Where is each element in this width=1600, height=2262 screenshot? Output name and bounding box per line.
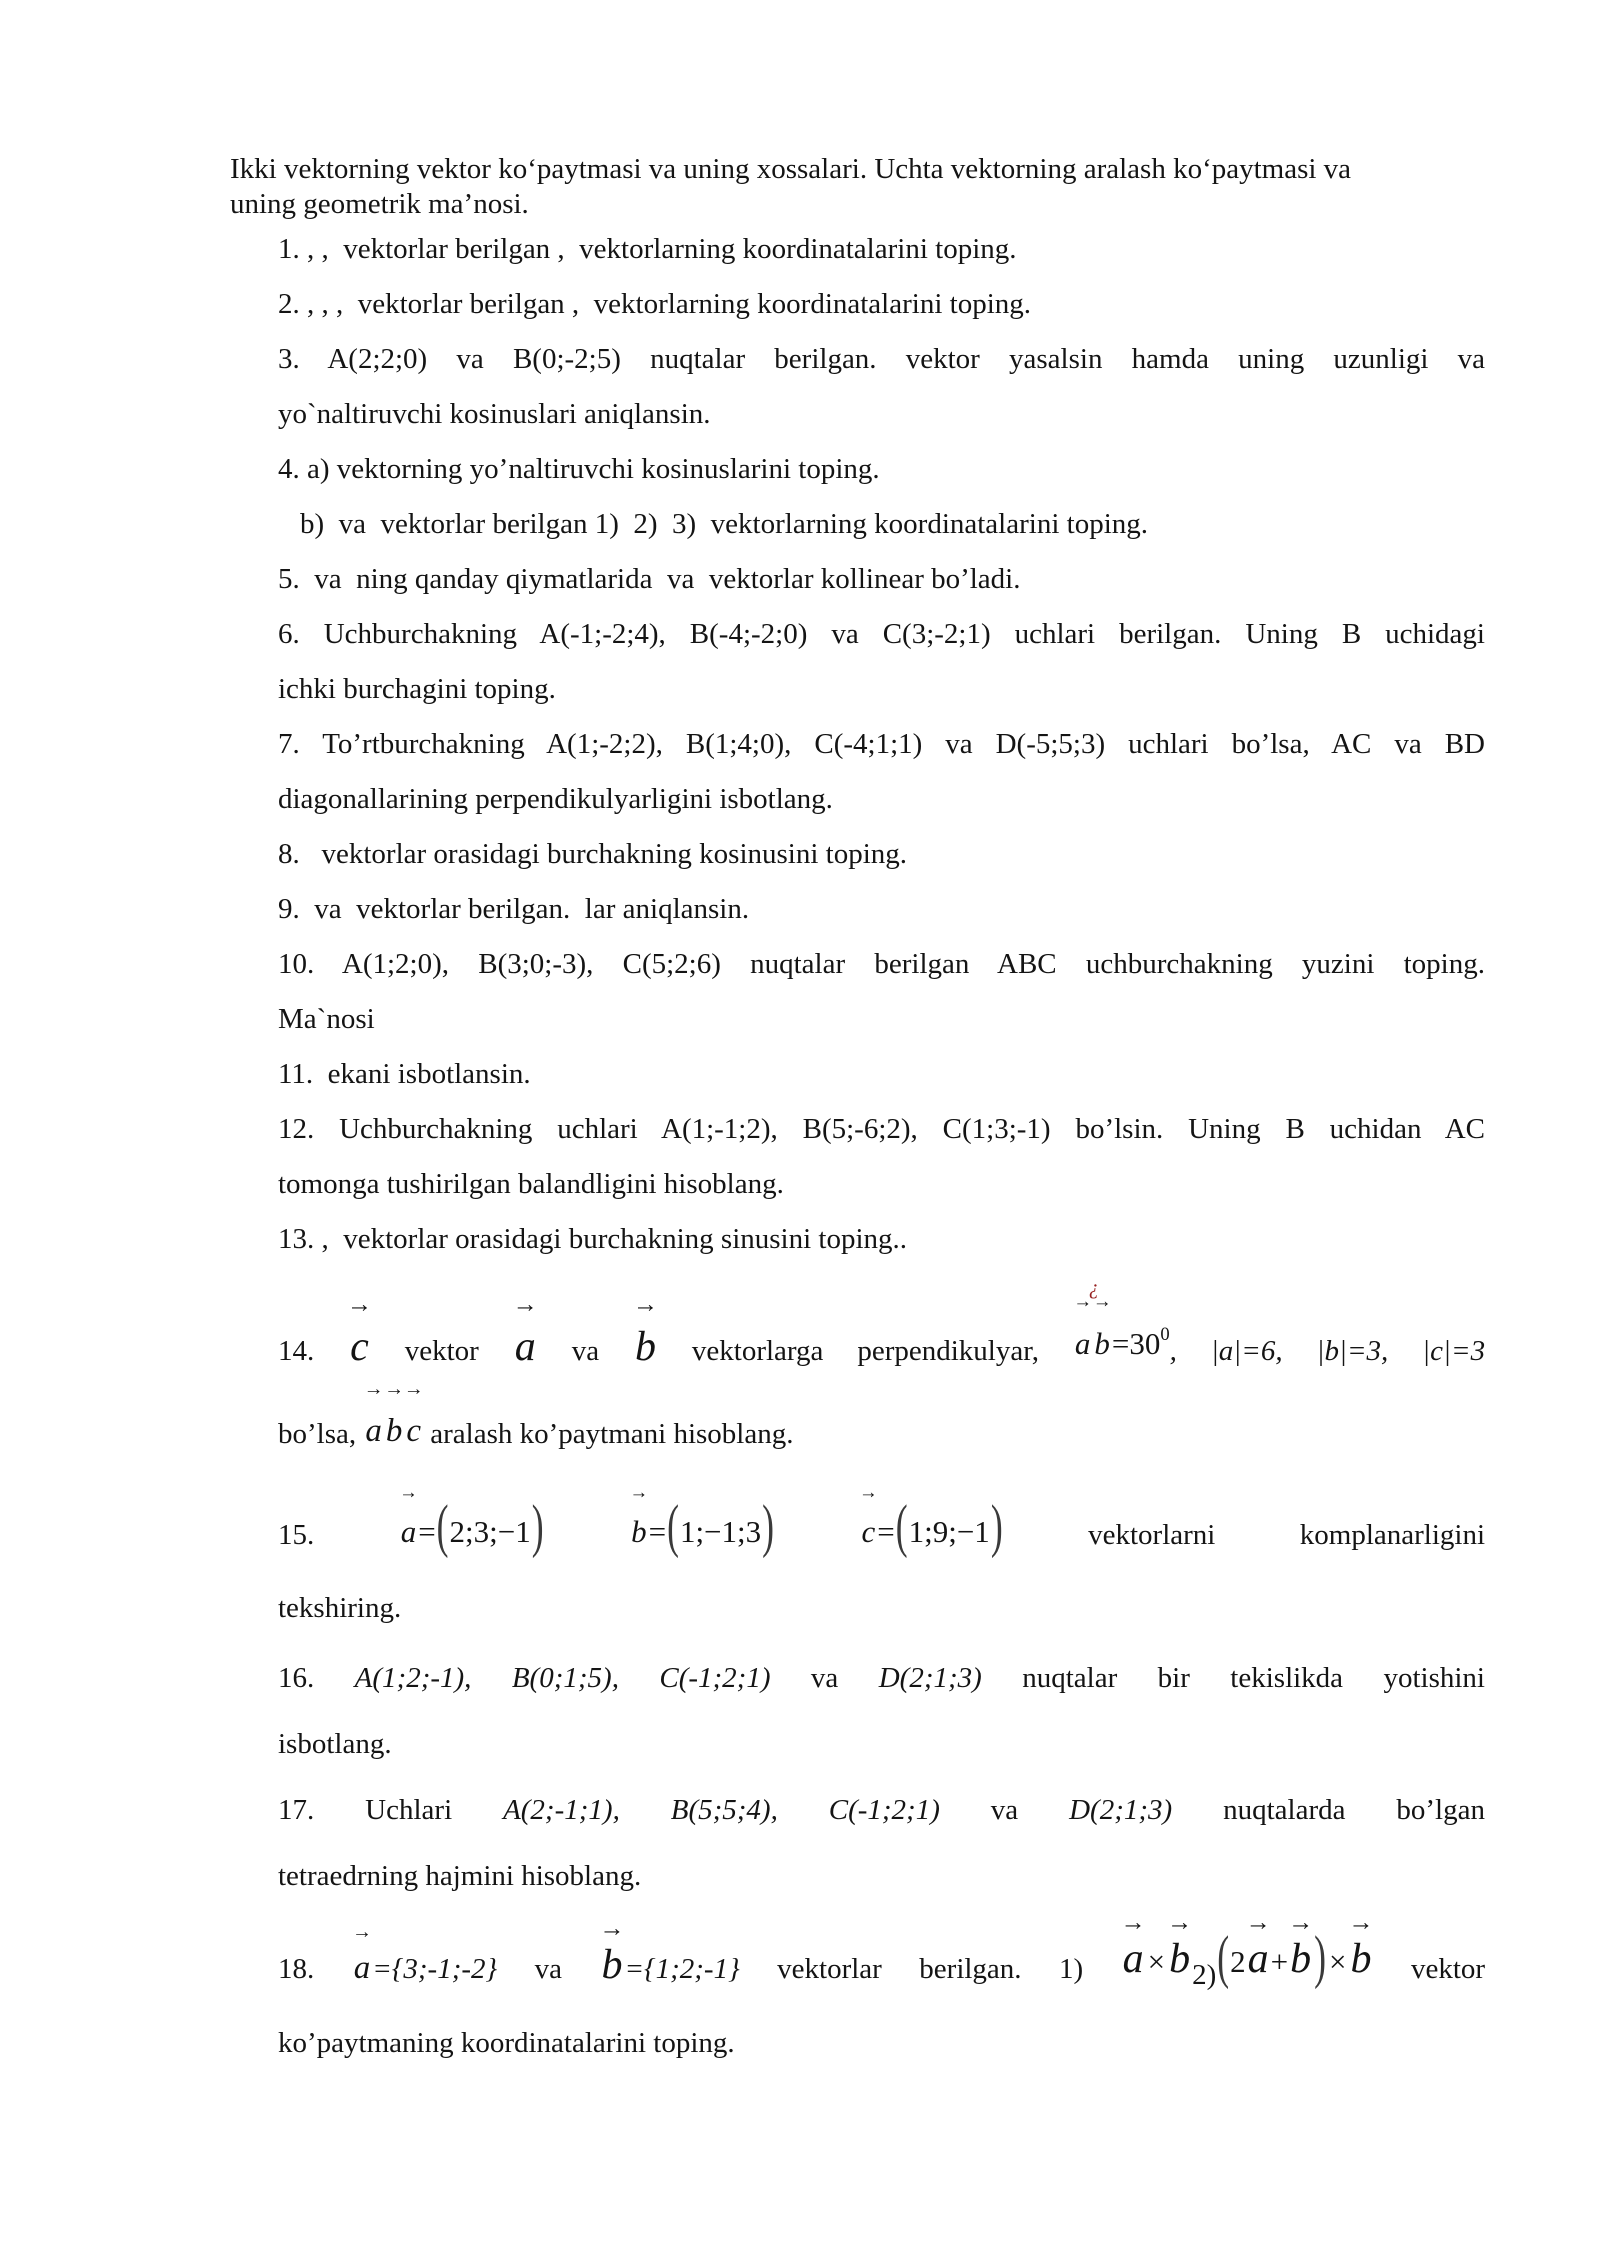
problem-6 xyxy=(278,607,1485,717)
vector-arrow-icon: → xyxy=(1167,1909,1193,1937)
problem-15 xyxy=(278,1482,1486,1645)
problem-17-line-1 xyxy=(278,1777,1485,1843)
equals-sign: = xyxy=(648,1514,667,1549)
problem-text: vektorlar berilgan. 1) xyxy=(777,1953,1084,1985)
vector-arrow-icon: → xyxy=(403,1377,424,1400)
problem-4b xyxy=(278,497,1485,552)
problem-number: 15. xyxy=(278,1519,315,1551)
enumerator-2: 2) xyxy=(1192,1959,1217,1991)
problem-text: 5. va ning qanday qiymatlarida va vektorlar kollinear bo’ladi. xyxy=(278,563,1021,595)
problem-text: aralash ko’paytmani hisoblang. xyxy=(430,1418,794,1450)
problem-text: 2. , , , vektorlar berilgan , vektorlarning koordinatalarini toping. xyxy=(278,288,1031,320)
problem-17-line-2: tetraedrning hajmini hisoblang. xyxy=(278,1860,642,1892)
coords: 1;−1;3 xyxy=(679,1514,762,1549)
formula-2a-plus-b-cross-b xyxy=(1216,1909,1374,1996)
problem-text: 10. A(1;2;0), B(3;0;-3), C(5;2;6) nuqtalar berilgan ABC uchburchakning yuzini toping. xyxy=(278,948,1485,980)
problem-15-line-1 xyxy=(278,1482,1486,1572)
vector-arrow-icon: → xyxy=(384,1377,405,1400)
equals-30: =30 xyxy=(1111,1326,1161,1361)
vector-arrow-icon: → xyxy=(352,1920,372,1943)
vector-arrow-icon: → xyxy=(363,1377,384,1400)
vector-b: → b xyxy=(1348,1909,1374,1982)
formula-ab-angle-30 xyxy=(1073,1277,1170,1384)
problem-text: va xyxy=(990,1794,1019,1826)
vector-b: → b xyxy=(599,1915,625,1988)
big-paren: ) xyxy=(531,1492,544,1559)
problem-14-line-1 xyxy=(278,1277,1486,1391)
problem-12 xyxy=(278,1102,1485,1212)
vector-arrow-icon: → xyxy=(632,1291,659,1319)
problem-text: va xyxy=(571,1335,600,1367)
big-paren: ( xyxy=(895,1492,908,1559)
vector-b: → b xyxy=(384,1377,405,1449)
big-paren: ) xyxy=(990,1492,1003,1559)
vector-arrow-icon: → xyxy=(1092,1291,1112,1313)
vector-arrow-icon: → xyxy=(1245,1909,1271,1937)
vector-arrow-icon: → xyxy=(1120,1909,1146,1937)
document-title xyxy=(230,152,1500,222)
coords: 2;3;−1 xyxy=(449,1514,531,1549)
problem-7 xyxy=(278,717,1485,827)
problem-15-line-2: tekshiring. xyxy=(278,1592,402,1624)
vector-a: → a xyxy=(363,1377,384,1449)
formula-vector-a xyxy=(399,1482,545,1568)
vector-a: → a xyxy=(1120,1909,1146,1982)
big-paren: ( xyxy=(1217,1923,1230,1990)
plus-sign: + xyxy=(1270,1944,1289,1979)
problem-number: 18. xyxy=(278,1953,315,1985)
problem-text: vektorlarni komplanarligini xyxy=(1088,1519,1486,1551)
vector-c: → c xyxy=(346,1291,373,1370)
vector-arrow-icon: → xyxy=(346,1291,373,1319)
vector-a: → a xyxy=(399,1482,418,1549)
problem-text: 12. Uchburchakning uchlari A(1;-1;2), B(5;-6;2), C(1;3;-1) bo’lsin. Uning B uchidan AC xyxy=(278,1113,1485,1145)
problem-number: 17. xyxy=(278,1794,315,1826)
coords: 1;9;−1 xyxy=(908,1514,990,1549)
problem-text: bo’lsa, xyxy=(278,1418,357,1450)
equals-sign: = xyxy=(418,1514,436,1549)
big-paren: ) xyxy=(762,1492,775,1559)
vector-arrow-icon: → xyxy=(1348,1909,1374,1937)
problem-number: 16. xyxy=(278,1662,315,1694)
problem-text: vektor xyxy=(404,1335,479,1367)
points-italic: D(2;1;3) xyxy=(1069,1794,1173,1826)
vector-a: → a xyxy=(1073,1291,1092,1361)
formula-abc-mixed-product xyxy=(363,1377,424,1471)
problem-9 xyxy=(278,882,1485,937)
vector-c: → c xyxy=(403,1377,424,1449)
problem-16-line-2: isbotlang. xyxy=(278,1728,392,1760)
vector-a: → a xyxy=(352,1920,372,1986)
problem-text: 13. , vektorlar orasidagi burchakning sinusini toping.. xyxy=(278,1223,908,1255)
problem-text: 6. Uchburchakning A(-1;-2;4), B(-4;-2;0) va C(3;-2;1) uchlari berilgan. Uning B uchidagi xyxy=(278,618,1485,650)
vector-a: → a xyxy=(1245,1909,1271,1982)
title-line: Ikki vektorning vektor ko‘paytmasi va uning xossalari. Uchta vektorning aralash ko‘paytmasi va xyxy=(230,153,1352,185)
coefficient: 2 xyxy=(1230,1944,1246,1979)
vector-b: → b xyxy=(632,1291,659,1370)
problem-13 xyxy=(278,1212,1485,1267)
vector-b: → b xyxy=(1167,1909,1193,1982)
big-paren: ( xyxy=(436,1492,449,1559)
vector-arrow-icon: → xyxy=(629,1482,649,1504)
problem-text: 7. To’rtburchakning A(1;-2;2), B(1;4;0), C(-4;1;1) va D(-5;5;3) uchlari bo’lsa, AC va BD xyxy=(278,728,1485,760)
superscript-zero: 0 xyxy=(1160,1324,1170,1345)
problem-18 xyxy=(278,1909,1486,2077)
problem-16-line-1 xyxy=(278,1645,1485,1711)
vector-b: → b xyxy=(629,1482,649,1549)
vector-a: → a xyxy=(512,1291,538,1370)
title-line: uning geometrik ma’nosi. xyxy=(230,188,529,220)
problem-4a xyxy=(278,442,1485,497)
points-italic: A(2;-1;1), B(5;5;4), C(-1;2;1) xyxy=(503,1794,940,1826)
problem-text: 11. ekani isbotlansin. xyxy=(278,1058,531,1090)
coords-italic: ={1;2;-1} xyxy=(624,1953,740,1985)
problem-number: 14. xyxy=(278,1335,315,1367)
problem-text: 4. a) vektorning yo’naltiruvchi kosinuslarini toping. xyxy=(278,453,880,485)
vector-arrow-icon: → xyxy=(512,1291,538,1319)
formula-a-cross-b xyxy=(1120,1909,1193,1996)
problem-text: b) va vektorlar berilgan 1) 2) 3) vektorlarning koordinatalarini toping. xyxy=(300,508,1148,540)
problem-14-line-2 xyxy=(278,1377,1485,1474)
problem-text: nuqtalarda bo’lgan xyxy=(1223,1794,1485,1826)
points-italic: A(1;2;-1), B(0;1;5), C(-1;2;1) xyxy=(354,1662,771,1694)
problem-11 xyxy=(278,1047,1485,1102)
problem-text: va xyxy=(534,1953,562,1985)
problem-18-line-1 xyxy=(278,1909,1486,2009)
problem-5 xyxy=(278,552,1485,607)
coords-italic: ={3;-1;-2} xyxy=(372,1953,498,1985)
vector-b: → b xyxy=(1288,1909,1314,1982)
problem-10 xyxy=(278,937,1485,1047)
problem-text: 1. , , vektorlar berilgan , vektorlarning koordinatalarini toping. xyxy=(278,233,1017,265)
problem-text: 8. vektorlar orasidagi burchakning kosinusini toping. xyxy=(278,838,908,870)
problem-18-line-2: ko’paytmaning koordinatalarini toping. xyxy=(278,2027,735,2059)
problem-16 xyxy=(278,1645,1485,1777)
vector-b: → b xyxy=(1092,1291,1112,1361)
big-paren: ( xyxy=(667,1492,679,1559)
problem-text: tomonga tushirilgan balandligini hisoblang. xyxy=(278,1168,784,1200)
points-italic: D(2;1;3) xyxy=(878,1662,982,1694)
problem-text: Uchlari xyxy=(365,1794,453,1826)
problem-text: yo`naltiruvchi kosinuslari aniqlansin. xyxy=(278,398,711,430)
vector-arrow-icon: → xyxy=(399,1482,418,1504)
times-sign: × xyxy=(1147,1944,1166,1979)
problem-17 xyxy=(278,1777,1485,1909)
big-paren: ) xyxy=(1314,1923,1327,1990)
problem-text: Ma`nosi xyxy=(278,1003,375,1035)
formula-vector-b xyxy=(629,1482,775,1568)
problem-text: va xyxy=(810,1662,839,1694)
problem-1 xyxy=(278,222,1485,277)
equals-sign: = xyxy=(877,1514,895,1549)
magnitudes-text: , |a|=6, |b|=3, |c|=3 xyxy=(1169,1335,1486,1367)
problem-text: 3. A(2;2;0) va B(0;-2;5) nuqtalar berilgan. vektor yasalsin hamda uning uzunligi va xyxy=(278,343,1485,375)
problem-8 xyxy=(278,827,1485,882)
formula-vector-c xyxy=(859,1482,1003,1568)
problem-text: nuqtalar bir tekislikda yotishini xyxy=(1022,1662,1485,1694)
times-sign: × xyxy=(1329,1944,1347,1979)
problem-14 xyxy=(278,1277,1486,1474)
problem-2 xyxy=(278,277,1485,332)
vector-arrow-icon: → xyxy=(859,1482,878,1504)
problem-text: diagonallarining perpendikulyarligini isbotlang. xyxy=(278,783,833,815)
red-question-artifact: ¿ xyxy=(1088,1277,1099,1299)
problem-text: vektorlarga perpendikulyar, xyxy=(691,1335,1039,1367)
vector-c: → c xyxy=(859,1482,878,1549)
vector-arrow-icon: → xyxy=(599,1915,625,1943)
problem-3 xyxy=(278,332,1485,442)
vector-arrow-icon: → xyxy=(1288,1909,1314,1937)
problem-text: vektor xyxy=(1410,1953,1486,1985)
problem-text: 9. va vektorlar berilgan. lar aniqlansin. xyxy=(278,893,750,925)
problem-text: ichki burchagini toping. xyxy=(278,673,556,705)
vector-arrow-icon: → xyxy=(1073,1291,1092,1313)
